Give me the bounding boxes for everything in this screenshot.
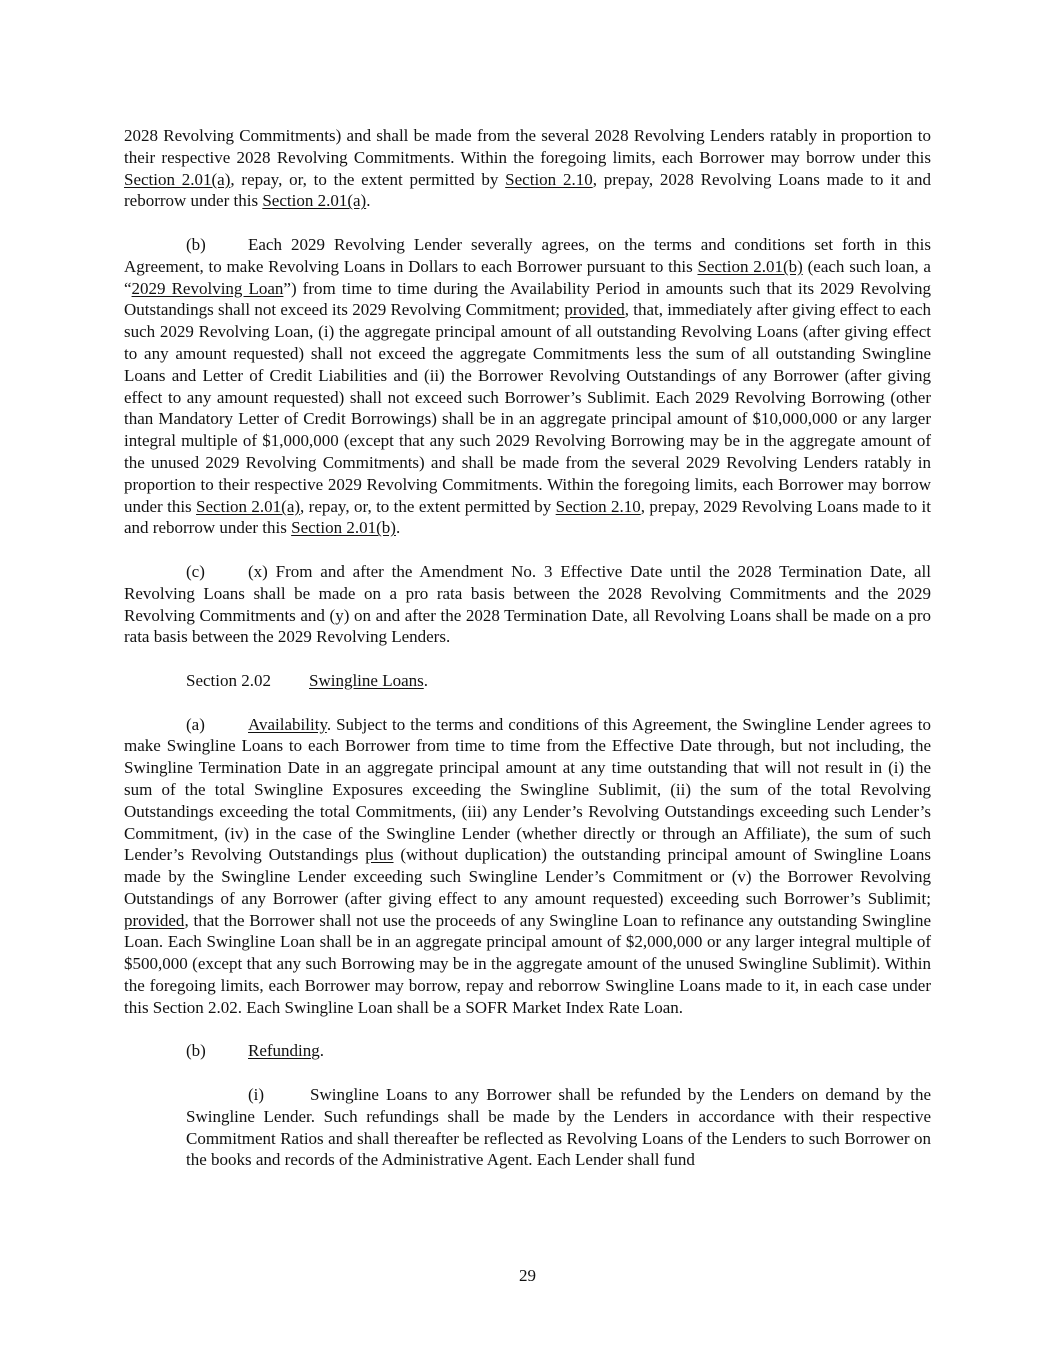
section-number: Section 2.02	[186, 670, 271, 690]
cross-reference: Section 2.01(b)	[697, 256, 803, 276]
emphasis-term: provided	[124, 910, 185, 930]
cross-reference: Section 2.01(a)	[262, 191, 367, 211]
paragraph-2028-revolving-continuation: 2028 Revolving Commitments) and shall be made from the several 2028 Revolving Lenders ratably in proportion to their respective 2028 Revolving Commitments. Within the foregoing limits, each Borrower may borrow under this Section 2.01(a), repay, or, to the extent permitted by Section 2.10, prepay, 2028 Revolving Loans made to it and reborrow under this Section 2.01(a).	[124, 126, 931, 211]
cross-reference: Section 2.10	[505, 169, 593, 189]
paragraph-b-2029-revolving: (b) Each 2029 Revolving Lender severally agrees, on the terms and conditions set forth in this Agreement, to make Revolving Loans in Dollars to each Borrower pursuant to this Section 2.01(b) (each such loan, a “2029 Revolving Loan”) from time to time during the Availability Period in amounts such that its 2029 Revolving Outstandings shall not exceed its 2029 Revolving Commitment; provided, that, immediately after giving effect to each such 2029 Revolving Loan, (i) the aggregate principal amount of all outstanding Revolving Loans (after giving effect to any amount requested) shall not exceed the aggregate Commitments less the sum of all outstanding Swingline Loans and Letter of Credit Liabilities and (ii) the Borrower Revolving Outstandings of any Borrower (after giving effect to any amount requested) shall not exceed such Borrower’s Sublimit. Each 2029 Revolving Borrowing (other than Mandatory Letter of Credit Borrowings) shall be in an aggregate principal amount of $10,000,000 or any larger integral multiple of $1,000,000 (except that any such 2029 Revolving Borrowing may be in the aggregate amount of the unused 2029 Revolving Commitments) and shall be made from the several 2029 Revolving Lenders ratably in proportion to their respective 2029 Revolving Commitments. Within the foregoing limits, each Borrower may borrow under this Section 2.01(a), repay, or, to the extent permitted by Section 2.10, prepay, 2029 Revolving Loans made to it and reborrow under this Section 2.01(b).	[124, 234, 932, 538]
paragraph-a-availability: (a) Availability. Subject to the terms and conditions of this Agreement, the Swingline Lender agrees to make Swingline Loans to each Borrower from time to time from the Effective Date through, but not including, the Swingline Termination Date in an aggregate principal amount at any time outstanding that will not result in (i) the sum of the total Swingline Exposures exceeding the Swingline Sublimit, (ii) the sum of the total Revolving Outstandings exceeding the total Commitments, (iii) any Lender’s Revolving Outstandings exceeding such Lender’s Commitment, (iv) in the case of the Swingline Lender (whether directly or through an Affiliate), the sum of such Lender’s Revolving Outstandings plus (without duplication) the outstanding principal amount of Swingline Loans made by the Swingline Lender exceeding such Swingline Lender’s Commitment or (v) the Borrower Revolving Outstandings of any Borrower (after giving effect to any amount requested) exceeding such Borrower’s Sublimit; provided, that the Borrower shall not use the proceeds of any Swingline Loan to refinance any outstanding Swingline Loan. Each Swingline Loan shall be in an aggregate principal amount of $2,000,000 or any larger integral multiple of $500,000 (except that any such Borrowing may be in the aggregate amount of the unused Swingline Sublimit). Within the foregoing limits, each Borrower may borrow, repay and reborrow Swingline Loans made to it, in each case under this Section 2.02. Each Swingline Loan shall be a SOFR Market Index Rate Loan.	[124, 714, 931, 1017]
defined-term: 2029 Revolving Loan	[131, 278, 284, 298]
paragraph-c-pro-rata: (c) (x) From and after the Amendment No. 3 Effective Date until the 2028 Termination Date, all Revolving Loans shall be made on a pro rata basis between the 2028 Revolving Commitments and the 2029 Revolving Commitments and (y) on and after the 2028 Termination Date, all Revolving Loans shall be made on a pro rata basis between the 2029 Revolving Lenders.	[124, 561, 931, 647]
cross-reference: Section 2.01(a)	[196, 496, 301, 516]
document-page	[124, 125, 931, 1193]
cross-reference: Section 2.10	[555, 496, 641, 516]
clause-heading: Refunding	[248, 1041, 320, 1061]
clause-label: (i)	[248, 1085, 265, 1105]
emphasis-term: provided	[564, 300, 625, 320]
cross-reference: Section 2.01(b)	[291, 518, 396, 538]
clause-heading: Availability	[248, 714, 327, 734]
paragraph-i-refunding-demand: (i) Swingline Loans to any Borrower shall be refunded by the Lenders on demand by the Swingline Lender. Such refundings shall be made by the Lenders in accordance with their respective Commitment Ratios and shall thereafter be reflected as Revolving Loans of the Lenders to such Borrower on the books and records of the Administrative Agent. Each Lender shall fund	[186, 1085, 931, 1170]
clause-label: (b)	[186, 1041, 206, 1061]
section-heading: Section 2.02 Swingline Loans.	[186, 670, 428, 690]
page-number: 29	[519, 1266, 536, 1285]
emphasis-term: plus	[365, 845, 394, 865]
clause-label: (b)	[186, 234, 206, 254]
paragraph-b-refunding: (b) Refunding.	[186, 1041, 325, 1061]
clause-label: (c)	[186, 561, 205, 581]
clause-label: (a)	[186, 714, 205, 734]
section-title: Swingline Loans	[309, 670, 424, 690]
cross-reference: Section 2.01(a)	[124, 169, 231, 189]
